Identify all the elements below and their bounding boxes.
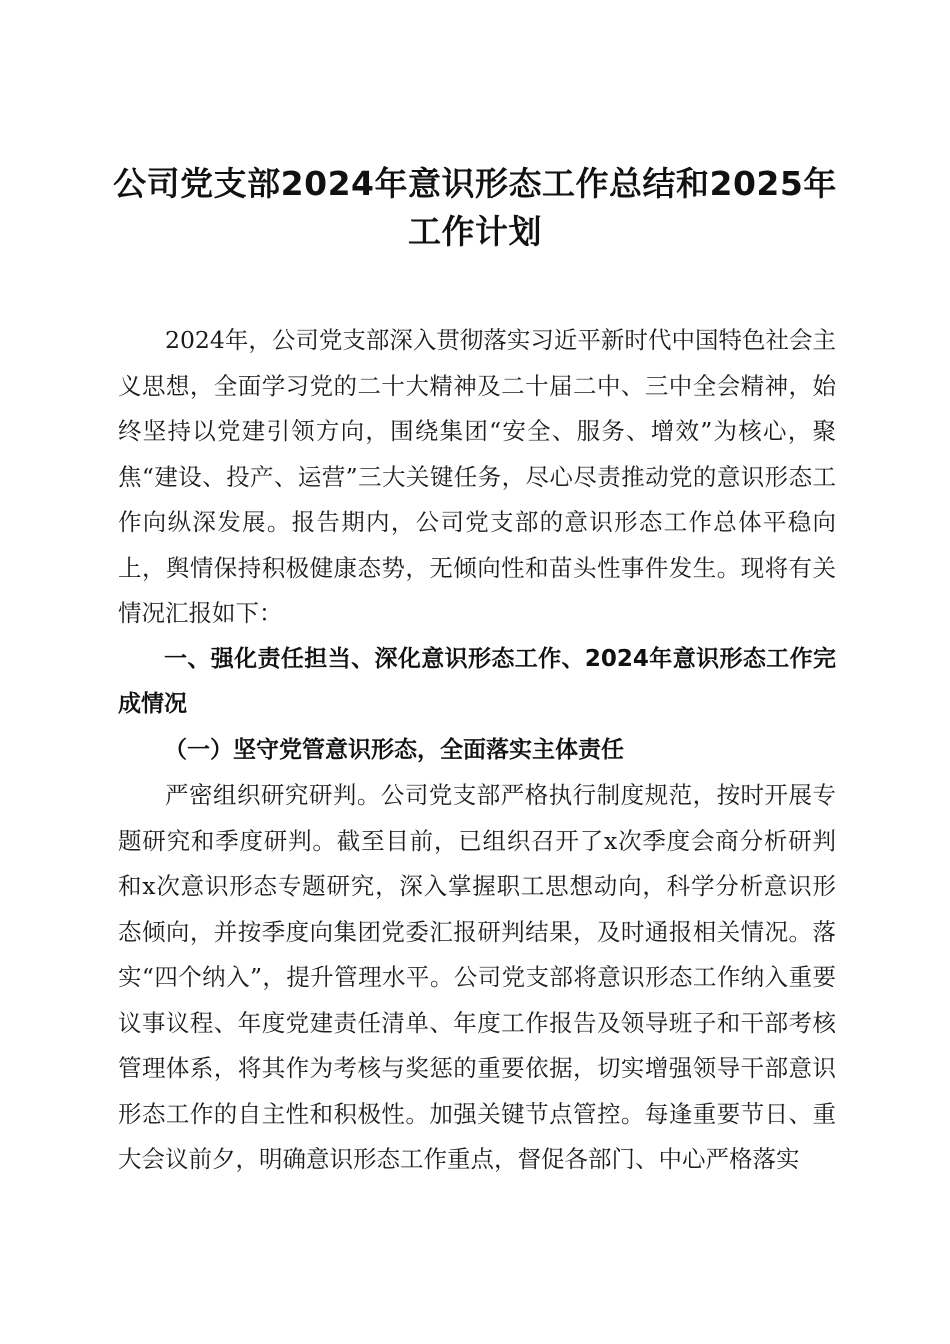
intro-paragraph: 2024年，公司党支部深入贯彻落实习近平新时代中国特色社会主义思想，全面学习党的二十大精神及二十届二中、三中全会精神，始终坚持以党建引领方向，围绕集团“安全、服务、增效”为核心，聚焦“建设、投产、运营”三大关键任务，尽心尽责推动党的意识形态工作向纵深发展。报告期内，公司党支部的意识形态工作总体平稳向上，舆情保持积极健康态势，无倾向性和苗头性事件发生。现将有关情况汇报如下： [118,326,836,627]
document-body [118,318,836,1183]
subsection-paragraph: 严密组织研究研判。公司党支部严格执行制度规范，按时开展专题研究和季度研判。截至目前，已组织召开了x次季度会商分析研判和x次意识形态专题研究，深入掌握职工思想动向，科学分析意识形态倾向，并按季度向集团党委汇报研判结果，及时通报相关情况。落实“四个纳入”，提升管理水平。公司党支部将意识形态工作纳入重要议事议程、年度党建责任清单、年度工作报告及领导班子和干部考核管理体系，将其作为考核与奖惩的重要依据，切实增强领导干部意识形态工作的自主性和积极性。加强关键节点管控。每逢重要节日、重大会议前夕，明确意识形态工作重点，督促各部门、中心严格落实 [118,781,836,1173]
subsection-heading: （一）坚守党管意识形态，全面落实主体责任 [164,736,624,763]
section-heading: 一、强化责任担当、深化意识形态工作、2024年意识形态工作完成情况 [118,645,836,717]
document-title: 公司党支部2024年意识形态工作总结和2025年工作计划 [113,164,837,251]
